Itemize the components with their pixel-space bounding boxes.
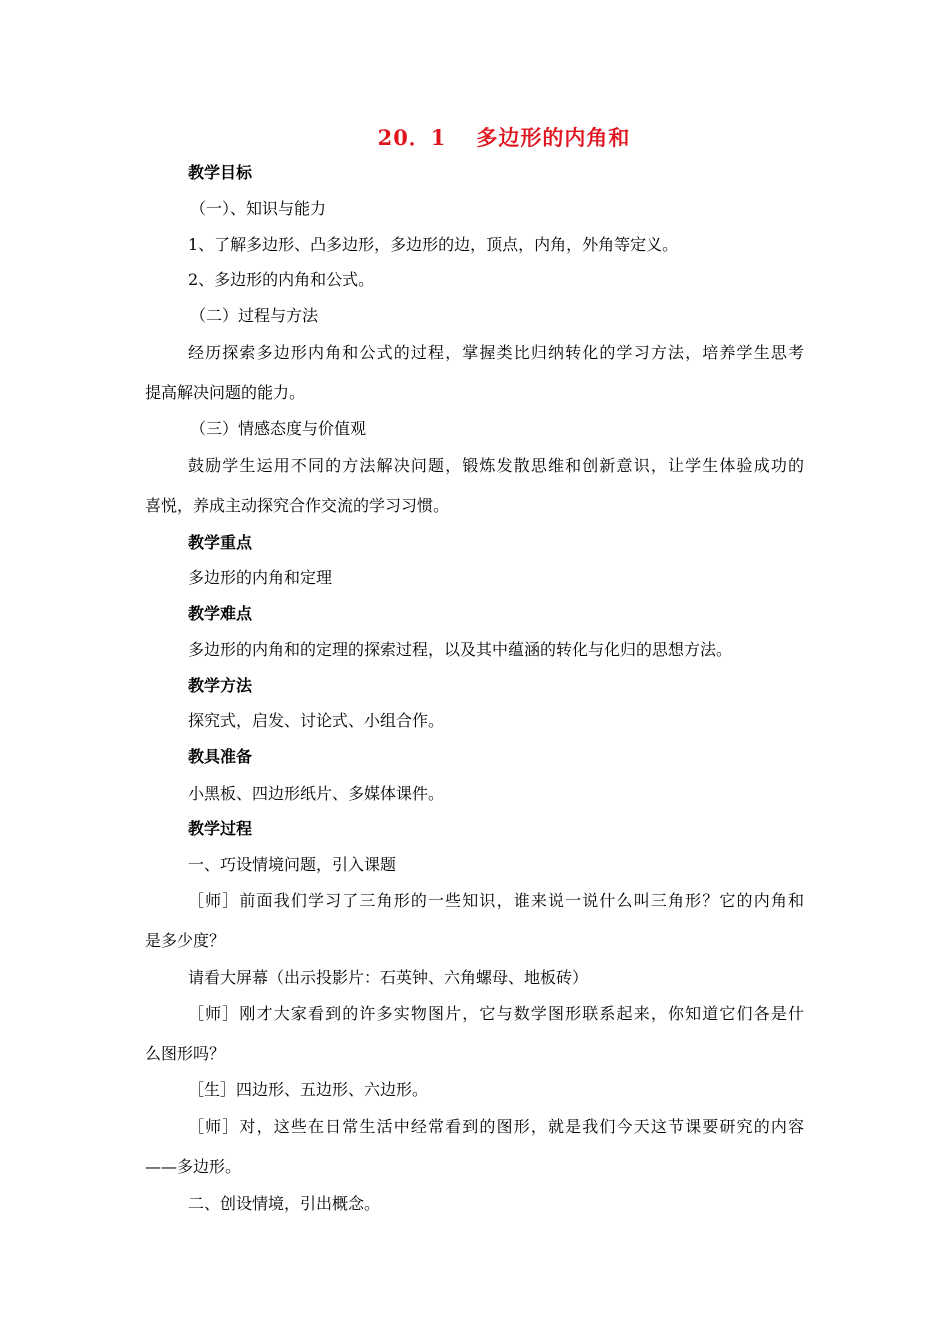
difficulty-text: 多边形的内角和的定理的探索过程，以及其中蕴涵的转化与化归的思想方法。 bbox=[188, 640, 733, 659]
method-text: 探究式，启发、讨论式、小组合作。 bbox=[188, 711, 445, 730]
title-text: 多边形的内角和 bbox=[476, 125, 631, 150]
teacher1-line2: 是多少度？ bbox=[145, 931, 226, 950]
goal2-text-line1-content: 经历探索多边形内角和公式的过程，掌握类比归纳转化的学习方法，培养学生思考 bbox=[188, 343, 804, 362]
student1: ［生］四边形、五边形、六边形。 bbox=[188, 1080, 429, 1099]
key-text: 多边形的内角和定理 bbox=[188, 568, 333, 587]
goal2-heading: （二）过程与方法 bbox=[190, 306, 319, 325]
title-number: 20．1 bbox=[377, 125, 447, 150]
goal3-text-line2: 喜悦，养成主动探究合作交流的学习习惯。 bbox=[145, 496, 450, 515]
teacher1-line1 bbox=[188, 891, 804, 911]
process-heading: 教学过程 bbox=[188, 819, 253, 838]
teacher3-line1-content: ［师］对，这些在日常生活中经常看到的图形，就是我们今天这节课要研究的内容 bbox=[188, 1117, 804, 1136]
difficulty-heading: 教学难点 bbox=[188, 604, 253, 623]
goal1-item1: 1、了解多边形、凸多边形，多边形的边，顶点，内角，外角等定义。 bbox=[188, 235, 679, 254]
teacher3-line1 bbox=[188, 1117, 804, 1137]
screen-note: 请看大屏幕（出示投影片：石英钟、六角螺母、地板砖） bbox=[188, 968, 589, 987]
goals-heading: 教学目标 bbox=[188, 163, 253, 182]
goal1-heading: （一）、知识与能力 bbox=[190, 199, 327, 218]
teacher2-line1-content: ［师］刚才大家看到的许多实物图片，它与数学图形联系起来，你知道它们各是什 bbox=[188, 1004, 804, 1023]
goal1-item2: 2、多边形的内角和公式。 bbox=[188, 270, 375, 289]
method-heading: 教学方法 bbox=[188, 676, 253, 695]
tools-text: 小黑板、四边形纸片、多媒体课件。 bbox=[188, 784, 445, 803]
goal3-heading: （三）情感态度与价值观 bbox=[190, 419, 367, 438]
teacher2-line2: 么图形吗？ bbox=[145, 1044, 226, 1063]
step2-heading: 二、创设情境，引出概念。 bbox=[188, 1194, 381, 1213]
goal2-text-line2: 提高解决问题的能力。 bbox=[145, 383, 306, 402]
teacher1-line1-content: ［师］前面我们学习了三角形的一些知识，谁来说一说什么叫三角形？它的内角和 bbox=[188, 891, 804, 910]
teacher2-line1 bbox=[188, 1004, 804, 1024]
goal3-text-line1 bbox=[188, 456, 804, 476]
tools-heading: 教具准备 bbox=[188, 747, 253, 766]
page-title bbox=[0, 122, 950, 152]
goal2-text-line1 bbox=[188, 343, 804, 363]
step1-heading: 一、巧设情境问题，引入课题 bbox=[188, 855, 397, 874]
key-heading: 教学重点 bbox=[188, 533, 253, 552]
teacher3-line2: ——多边形。 bbox=[145, 1157, 242, 1176]
goal3-text-line1-content: 鼓励学生运用不同的方法解决问题，锻炼发散思维和创新意识，让学生体验成功的 bbox=[188, 456, 804, 475]
